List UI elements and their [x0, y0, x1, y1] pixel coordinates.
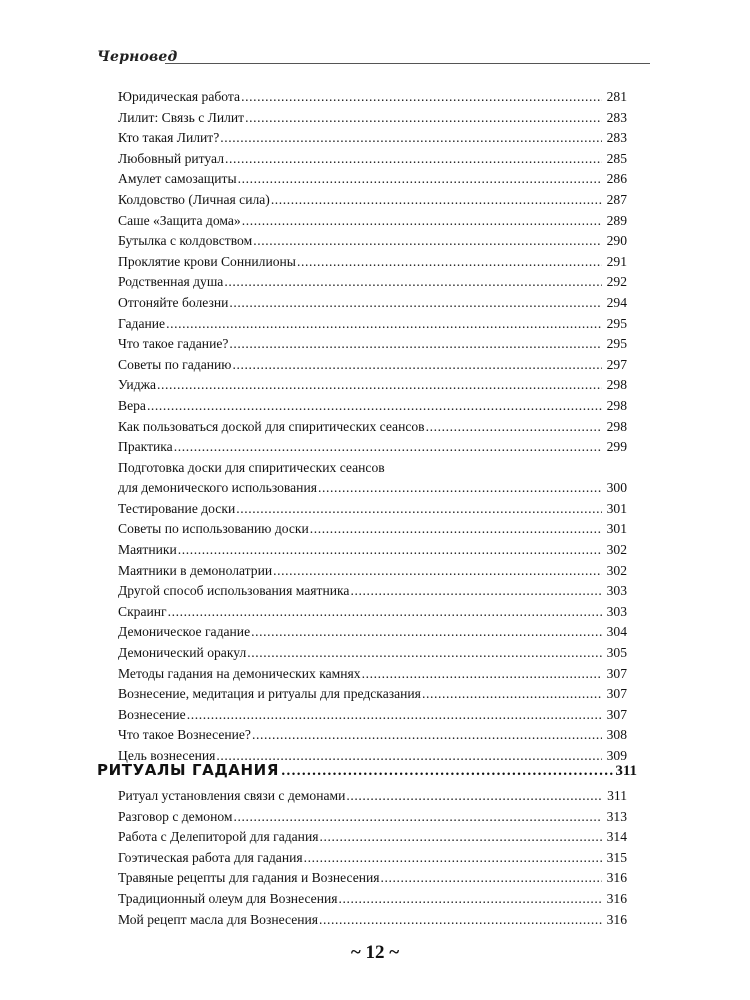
- toc-entry-page: 316: [606, 870, 627, 886]
- toc-entry-page: 298: [606, 418, 627, 434]
- toc-entry-label: Работа с Делепиторой для гадания: [118, 829, 319, 845]
- toc-entry-label: Традиционный олеум для Вознесения: [118, 890, 338, 906]
- toc-entry-label: Вознесение, медитация и ритуалы для предсказания: [118, 686, 421, 702]
- dot-leader: [178, 540, 602, 561]
- dot-leader: [241, 87, 602, 108]
- dot-leader: [232, 355, 602, 376]
- toc-entry-page: 295: [606, 315, 627, 331]
- toc-list: [118, 87, 627, 767]
- toc-entry[interactable]: [118, 643, 627, 664]
- toc-entry-page: 307: [606, 706, 627, 722]
- toc-entry-label: для демонического использования: [118, 480, 317, 496]
- toc-entry-label: Практика: [118, 439, 173, 455]
- toc-entry-page: 305: [606, 645, 627, 661]
- toc-entry-page: 281: [606, 89, 627, 104]
- toc-entry-page: 285: [606, 150, 627, 166]
- section-heading[interactable]: [97, 757, 637, 783]
- dot-leader: [147, 396, 602, 417]
- toc-entry-label: Демоническое гадание: [118, 624, 251, 640]
- toc-entry-label: Гоэтическая работа для гадания: [118, 849, 303, 865]
- toc-entry[interactable]: [118, 827, 627, 848]
- toc-entry-page: 287: [606, 191, 627, 207]
- toc-entry-label: Отгоняйте болезни: [118, 294, 229, 310]
- dot-leader: [422, 684, 602, 705]
- toc-entry[interactable]: [118, 581, 627, 602]
- toc-entry[interactable]: [118, 848, 627, 869]
- dot-leader: [251, 622, 602, 643]
- header-rule: [165, 63, 650, 64]
- toc-entry[interactable]: [118, 889, 627, 910]
- dot-leader: [253, 231, 602, 252]
- toc-entry[interactable]: [118, 499, 627, 520]
- toc-entry-page: 291: [606, 253, 627, 269]
- toc-entry-label: Травяные рецепты для гадания и Вознесения: [118, 870, 380, 886]
- toc-entry[interactable]: [118, 231, 627, 252]
- toc-entry-page: 299: [606, 439, 627, 455]
- toc-entry-label: Бутылка с колдовством: [118, 233, 253, 249]
- toc-entry-page: 316: [606, 890, 627, 906]
- toc-entry-page: 308: [606, 727, 627, 743]
- toc-entry-page: 301: [606, 521, 627, 537]
- toc-entry-page: 295: [606, 336, 627, 352]
- dot-leader: [242, 211, 602, 232]
- dot-leader: [234, 807, 602, 828]
- toc-entry-page: 313: [606, 808, 627, 824]
- toc-entry-label: Маятники в демонолатрии: [118, 562, 273, 578]
- dot-leader: [281, 759, 613, 785]
- dot-leader: [166, 314, 602, 335]
- toc-entry-label: Что такое гадание?: [118, 336, 229, 352]
- dot-leader: [236, 499, 602, 520]
- toc-entry-page: 283: [606, 109, 627, 125]
- toc-entry-page: 303: [606, 583, 627, 599]
- toc-entry-label: Уиджа: [118, 377, 157, 393]
- toc-entry-page: 286: [606, 171, 627, 187]
- toc-entry-page: 290: [606, 233, 627, 249]
- dot-leader: [362, 664, 602, 685]
- dot-leader: [157, 375, 602, 396]
- toc-entry[interactable]: [118, 108, 627, 129]
- toc-entry[interactable]: [118, 252, 627, 273]
- toc-entry[interactable]: [118, 149, 627, 170]
- toc-entry-label: Лилит: Связь с Лилит: [118, 109, 245, 125]
- toc-entry-label: Советы по использованию доски: [118, 521, 309, 537]
- dot-leader: [319, 910, 602, 931]
- toc-entry-label: Как пользоваться доской для спиритических сеансов: [118, 418, 425, 434]
- toc-entry-page: 303: [606, 603, 627, 619]
- toc-entry-page: 307: [606, 686, 627, 702]
- toc-entry-page: 294: [606, 294, 627, 310]
- toc-entry-page: 309: [606, 748, 627, 763]
- toc-entry-label: Юридическая работа: [118, 89, 241, 104]
- toc-entry[interactable]: [118, 622, 627, 643]
- toc-entry-page: 298: [606, 397, 627, 413]
- toc-entry-page: 316: [606, 911, 627, 927]
- toc-entry-label: Скраинг: [118, 603, 167, 619]
- toc-entry-label: Цель вознесения: [118, 748, 216, 763]
- toc-entry[interactable]: [118, 786, 627, 807]
- toc-entry[interactable]: [118, 355, 627, 376]
- toc-entry-page: 297: [606, 356, 627, 372]
- toc-entry-page: 300: [606, 480, 627, 496]
- dot-leader: [168, 602, 602, 623]
- dot-leader: [339, 889, 603, 910]
- header-title: Черновед: [97, 49, 178, 65]
- toc-entry[interactable]: [118, 684, 627, 705]
- toc-entry-label: Родственная душа: [118, 274, 224, 290]
- dot-leader: [238, 169, 602, 190]
- toc-entry[interactable]: [118, 128, 627, 149]
- section-page: 311: [615, 763, 637, 779]
- toc-entry-label: Проклятие крови Соннилионы: [118, 253, 296, 269]
- toc-entry-label: Вера: [118, 397, 146, 413]
- dot-leader: [310, 519, 602, 540]
- toc-entry-label: Кто такая Лилит?: [118, 130, 220, 146]
- toc-entry-page: 314: [606, 829, 627, 845]
- toc-entry[interactable]: [118, 375, 627, 396]
- dot-leader: [229, 334, 602, 355]
- toc-entry-label: Мой рецепт масла для Вознесения: [118, 911, 319, 927]
- toc-entry[interactable]: [118, 314, 627, 335]
- toc-entry[interactable]: [118, 519, 627, 540]
- toc-entry-page: 302: [606, 562, 627, 578]
- dot-leader: [225, 149, 602, 170]
- toc-entry-label: Вознесение: [118, 706, 186, 722]
- dot-leader: [426, 417, 602, 438]
- toc-entry[interactable]: [118, 190, 627, 211]
- running-header: [97, 48, 650, 70]
- page-number: ~ 12 ~: [350, 942, 400, 963]
- toc-entry-page: 298: [606, 377, 627, 393]
- toc-entry-page: 289: [606, 212, 627, 228]
- dot-leader: [229, 293, 602, 314]
- toc-entry-page: 307: [606, 665, 627, 681]
- dot-leader: [381, 868, 602, 889]
- toc-entry-page: 311: [607, 788, 627, 803]
- toc-entry[interactable]: [118, 910, 627, 931]
- toc-entry-page: 301: [606, 500, 627, 516]
- toc-entry[interactable]: [118, 807, 627, 828]
- dot-leader: [220, 128, 602, 149]
- toc-entry[interactable]: [118, 725, 627, 746]
- toc-entry-label: Тестирование доски: [118, 500, 236, 516]
- toc-entry-label: Подготовка доски для спиритических сеансов: [118, 459, 385, 475]
- toc-entry-label: Другой способ использования маятника: [118, 583, 350, 599]
- toc-entry[interactable]: [118, 561, 627, 582]
- toc-entry[interactable]: [118, 396, 627, 417]
- toc-entry[interactable]: [118, 458, 627, 479]
- toc-entry-label: Гадание: [118, 315, 166, 331]
- dot-leader: [346, 786, 602, 807]
- toc-entry-label: Демонический оракул: [118, 645, 247, 661]
- dot-leader: [304, 848, 602, 869]
- toc-entry[interactable]: [118, 868, 627, 889]
- dot-leader: [297, 252, 602, 273]
- toc-entry[interactable]: [118, 293, 627, 314]
- toc-entry-label: Колдовство (Личная сила): [118, 191, 270, 207]
- toc-entry[interactable]: [118, 478, 627, 499]
- toc-entry-label: Что такое Вознесение?: [118, 727, 251, 743]
- toc-entry[interactable]: [118, 664, 627, 685]
- toc-entry[interactable]: [118, 169, 627, 190]
- toc-entry[interactable]: [118, 705, 627, 726]
- toc-entry-label: Амулет самозащиты: [118, 171, 237, 187]
- dot-leader: [224, 272, 602, 293]
- toc-entry[interactable]: [118, 417, 627, 438]
- toc-entry[interactable]: [118, 211, 627, 232]
- toc-entry-label: Любовный ритуал: [118, 150, 224, 166]
- dot-leader: [252, 725, 602, 746]
- dot-leader: [318, 478, 602, 499]
- dot-leader: [319, 827, 602, 848]
- toc-entry[interactable]: [118, 540, 627, 561]
- toc-entry[interactable]: [118, 602, 627, 623]
- toc-entry-page: 302: [606, 542, 627, 558]
- toc-entry[interactable]: [118, 87, 627, 108]
- dot-leader: [187, 705, 602, 726]
- toc-entry-label: Маятники: [118, 542, 177, 558]
- dot-leader: [271, 190, 602, 211]
- dot-leader: [350, 581, 602, 602]
- dot-leader: [174, 437, 602, 458]
- toc-entry-page: 283: [606, 130, 627, 146]
- dot-leader: [247, 643, 602, 664]
- toc-entry-label: Саше «Защита дома»: [118, 212, 241, 228]
- toc-entry-page: 304: [606, 624, 627, 640]
- toc-entry[interactable]: [118, 334, 627, 355]
- toc-entry-label: Ритуал установления связи с демонами: [118, 788, 346, 803]
- toc-entry[interactable]: [118, 437, 627, 458]
- toc-list-section: [118, 786, 627, 930]
- toc-entry-label: Советы по гаданию: [118, 356, 232, 372]
- toc-entry-label: Методы гадания на демонических камнях: [118, 665, 361, 681]
- toc-entry[interactable]: [118, 272, 627, 293]
- toc-entry-page: 315: [606, 849, 627, 865]
- dot-leader: [273, 561, 602, 582]
- toc-entry-label: Разговор с демоном: [118, 808, 233, 824]
- toc-entry-page: 292: [606, 274, 627, 290]
- dot-leader: [245, 108, 602, 129]
- section-title: РИТУАЛЫ ГАДАНИЯ: [97, 761, 279, 779]
